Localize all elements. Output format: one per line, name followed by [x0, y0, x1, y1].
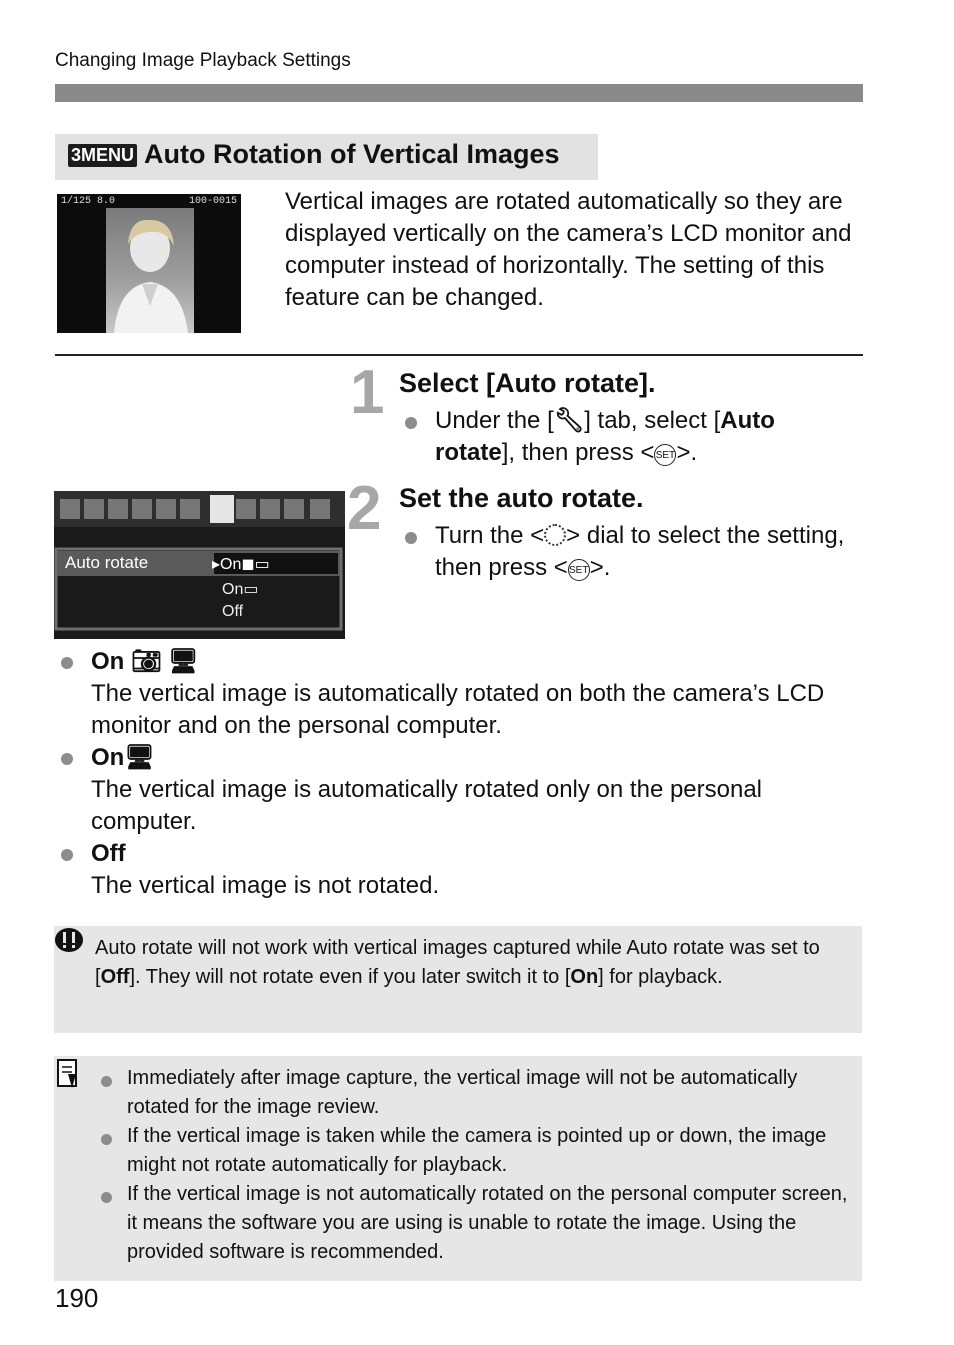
step-2-number: 2 — [347, 474, 382, 543]
caution-icon — [54, 926, 84, 959]
menu-tab-icon: 3MENU — [68, 144, 137, 167]
option-2-title: On🖥︎ — [91, 744, 155, 771]
set-button-icon: SET — [568, 559, 590, 581]
step-1-bullet — [405, 416, 417, 434]
step-2-text: Turn the < > dial to select the setting, then press <SET>. — [435, 522, 845, 581]
menu-item-auto-rotate: Auto rotate — [65, 553, 149, 572]
computer-icon: 🖥︎ — [124, 744, 155, 771]
step-1-number: 1 — [350, 358, 385, 427]
portrait-figure — [106, 208, 194, 333]
section-title: Auto Rotation of Vertical Images — [144, 139, 560, 169]
portrait-image — [106, 208, 194, 333]
photo-exposure-info: 1/125 8.0 — [61, 196, 116, 207]
computer-icon: 🖥︎ — [168, 648, 199, 675]
memo-icon — [56, 1058, 80, 1095]
running-head: Changing Image Playback Settings — [55, 50, 351, 71]
option-3-bullet — [61, 848, 73, 866]
camera-icon: 📷︎ — [131, 648, 162, 675]
note-2-bullet — [101, 1132, 112, 1150]
option-1-bullet — [61, 656, 73, 674]
photo-file-number: 100-0015 — [188, 196, 237, 207]
divider-rule — [55, 354, 863, 356]
note-1-text: Immediately after image capture, the vertical image will not be automatically rotated for the image review. — [127, 1067, 798, 1118]
step-2-title: Set the auto rotate. — [399, 483, 644, 513]
computer-icon: ▭ — [243, 581, 259, 598]
step-2-bullet — [405, 531, 417, 549]
camera-icon: ◼ — [241, 556, 255, 573]
vertical-photo-example — [57, 194, 241, 333]
note-3-bullet — [101, 1190, 112, 1208]
quick-control-dial-icon — [544, 524, 566, 546]
header-bar — [55, 84, 863, 102]
step-1-title: Select [Auto rotate]. — [399, 368, 656, 398]
option-2-desc: The vertical image is automatically rotated only on the personal computer. — [91, 776, 763, 835]
set-button-icon: SET — [654, 444, 676, 466]
menu-option-off: Off — [222, 603, 244, 620]
menu-option-on-computer: On▭ — [222, 581, 259, 598]
note-1-bullet — [101, 1074, 112, 1092]
option-2-bullet — [61, 752, 73, 770]
note-3-text: If the vertical image is not automatically rotated on the personal computer screen, it means the software you are using is unable to rotate the image. Using the provided software is recommended. — [127, 1183, 848, 1263]
option-1-desc: The vertical image is automatically rotated on both the camera’s LCD monitor and on the personal computer. — [91, 680, 825, 739]
step-1-text: Under the [🔧︎] tab, select [Auto rotate], then press <SET>. — [435, 407, 775, 466]
note-2-text: If the vertical image is taken while the camera is pointed up or down, the image might not rotate automatically for playback. — [127, 1125, 827, 1176]
menu-option-on-camera-computer: ▸On◼▭ — [212, 556, 270, 573]
option-3-desc: The vertical image is not rotated. — [91, 872, 440, 899]
page-number: 190 — [55, 1283, 99, 1313]
caution-text: Auto rotate will not work with vertical images captured while Auto rotate was set to [Off]. They will not rotate even if you later switch it to [On] for playback. — [95, 937, 820, 988]
option-1-title: On 📷︎ 🖥︎ — [91, 648, 199, 675]
setup-wrench-icon: 🔧︎ — [553, 407, 585, 434]
option-3-title: Off — [91, 840, 126, 867]
computer-icon: ▭ — [254, 556, 270, 573]
camera-menu-screenshot — [54, 491, 345, 639]
intro-text: Vertical images are rotated automatically so they are displayed vertically on the camera’s LCD monitor and computer instead of horizontally. The setting of this feature can be changed. — [285, 188, 852, 311]
